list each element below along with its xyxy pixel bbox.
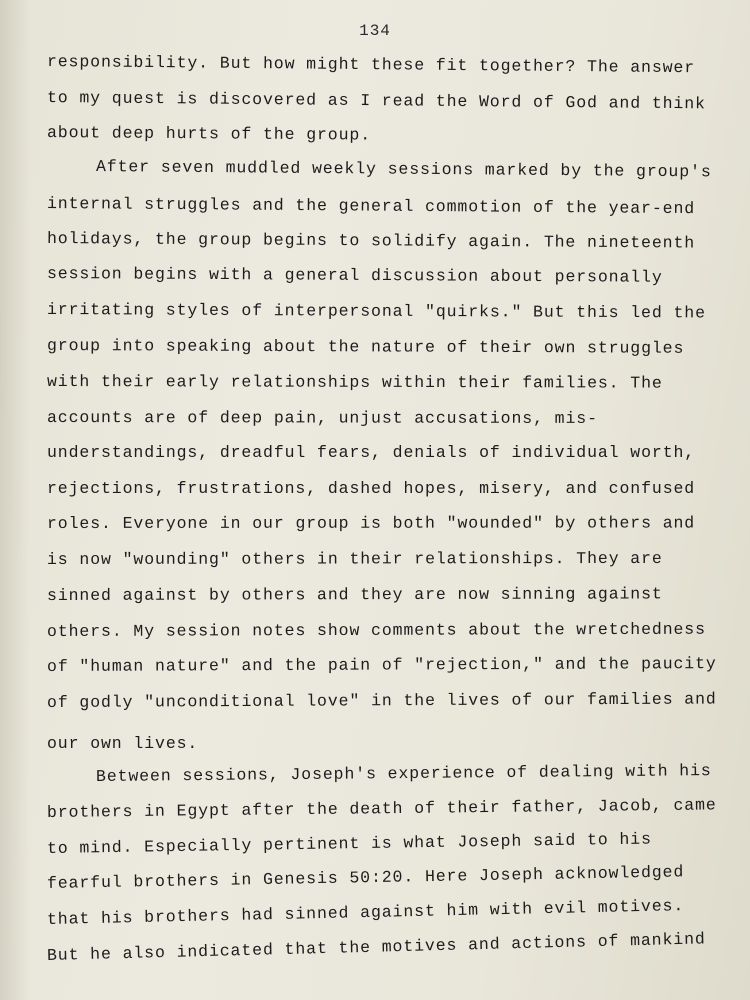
text-line: about deep hurts of the group. xyxy=(46,123,372,145)
text-line: session begins with a general discussion about personally xyxy=(46,264,663,287)
text-line: brothers in Egypt after the death of their father, Jacob, came xyxy=(46,795,717,822)
text-line: rejections, frustrations, dashed hopes, misery, and confused xyxy=(47,479,696,498)
page-shadow xyxy=(0,0,30,1000)
text-line: irritating styles of interpersonal "quirks." But this led the xyxy=(46,300,706,323)
text-line: of godly "unconditional love" in the lives of our families and xyxy=(46,689,717,712)
text-line: with their early relationships within their families. The xyxy=(46,372,663,393)
text-line: But he also indicated that the motives and actions of mankind xyxy=(46,929,706,965)
text-line: understandings, dreadful fears, denials of individual worth, xyxy=(47,443,696,462)
text-line: After seven muddled weekly sessions marked by the group's xyxy=(95,157,712,182)
text-line: our own lives. xyxy=(47,734,199,753)
text-line: internal struggles and the general commotion of the year-end xyxy=(46,194,696,219)
text-line: responsibility. But how might these fit together? The answer xyxy=(46,52,696,78)
text-line: accounts are of deep pain, unjust accusations, mis- xyxy=(46,408,598,428)
text-line: to my quest is discovered as I read the Word of God and think xyxy=(46,88,706,114)
text-line: roles. Everyone in our group is both "wounded" by others and xyxy=(46,513,696,533)
text-line: Between sessions, Joseph's experience of dealing with his xyxy=(95,761,712,786)
text-line: others. My session notes show comments about the wretchedness xyxy=(46,619,706,641)
text-line: that his brothers had sinned against him with evil motives. xyxy=(46,896,685,929)
page-number: 134 xyxy=(359,22,391,40)
text-line: sinned against by others and they are now sinning against xyxy=(46,584,663,605)
text-line: is now "wounding" others in their relationships. They are xyxy=(46,548,663,569)
text-line: fearful brothers in Genesis 50:20. Here Joseph acknowledged xyxy=(46,862,685,893)
text-line: holidays, the group begins to solidify again. The nineteenth xyxy=(46,229,696,253)
text-line: to mind. Especially pertinent is what Joseph said to his xyxy=(46,829,652,858)
text-line: of "human nature" and the pain of "rejection," and the paucity xyxy=(46,654,717,676)
text-line: group into speaking about the nature of their own struggles xyxy=(46,336,685,358)
